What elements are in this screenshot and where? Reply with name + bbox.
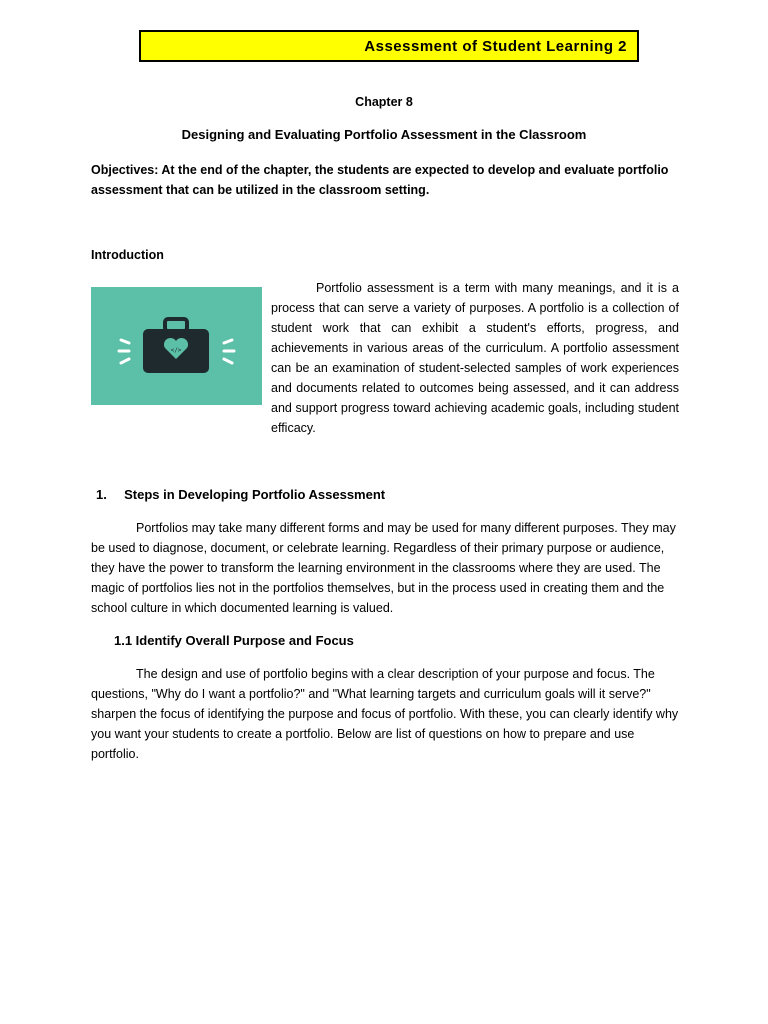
portfolio-image xyxy=(91,287,262,405)
portfolio-briefcase-icon xyxy=(91,287,262,405)
header-banner xyxy=(139,30,639,62)
svg-text:</>: </> xyxy=(170,347,182,354)
section1-1-heading: 1.1 Identify Overall Purpose and Focus xyxy=(114,633,354,648)
chapter-label: Chapter 8 xyxy=(355,95,413,109)
header-title: Assessment of Student Learning 2 xyxy=(364,38,627,55)
section1-1-paragraph: The design and use of portfolio begins with a clear description of your purpose and focus. The questions, "Why do I want a portfolio?" and "What learning targets and curriculum goals will it serve?" sharpen the focus of identifying the purpose and focus of portfolio. With these, you can clearly identify why you want your students to create a portfolio. Below are list of questions on how to prepare and use portfolio. xyxy=(91,667,679,761)
section1-title: Steps in Developing Portfolio Assessment xyxy=(124,487,386,502)
section1-text xyxy=(91,518,681,618)
chapter-title: Designing and Evaluating Portfolio Assessment in the Classroom xyxy=(181,127,587,142)
section1-number: 1. xyxy=(96,487,107,502)
section1-1-text xyxy=(91,664,681,764)
introduction-text xyxy=(271,278,679,438)
introduction-paragraph: Portfolio assessment is a term with many meanings, and it is a process that can serve a variety of purposes. A portfolio is a collection of student work that can exhibit a student's efforts, progress, and achievements in various areas of the curriculum. A portfolio assessment can be an examination of student-selected samples of work experiences and documents related to outcomes being assessed, and it can address and support progress toward achieving academic goals, including student efficacy. xyxy=(271,281,679,435)
section1-heading xyxy=(96,485,385,505)
objectives-text: Objectives: At the end of the chapter, the students are expected to develop and evaluate portfolio assessment that can be utilized in the classroom setting. xyxy=(91,163,669,197)
introduction-heading: Introduction xyxy=(91,248,164,262)
section1-paragraph: Portfolios may take many different forms and may be used for many different purposes. They may be used to diagnose, document, or celebrate learning. Regardless of their primary purpose or audience, they have the power to transform the learning environment in the classrooms where they are used. The magic of portfolios lies not in the portfolios themselves, but in the process used in creating them and the school culture in which documented learning is valued. xyxy=(91,521,676,615)
